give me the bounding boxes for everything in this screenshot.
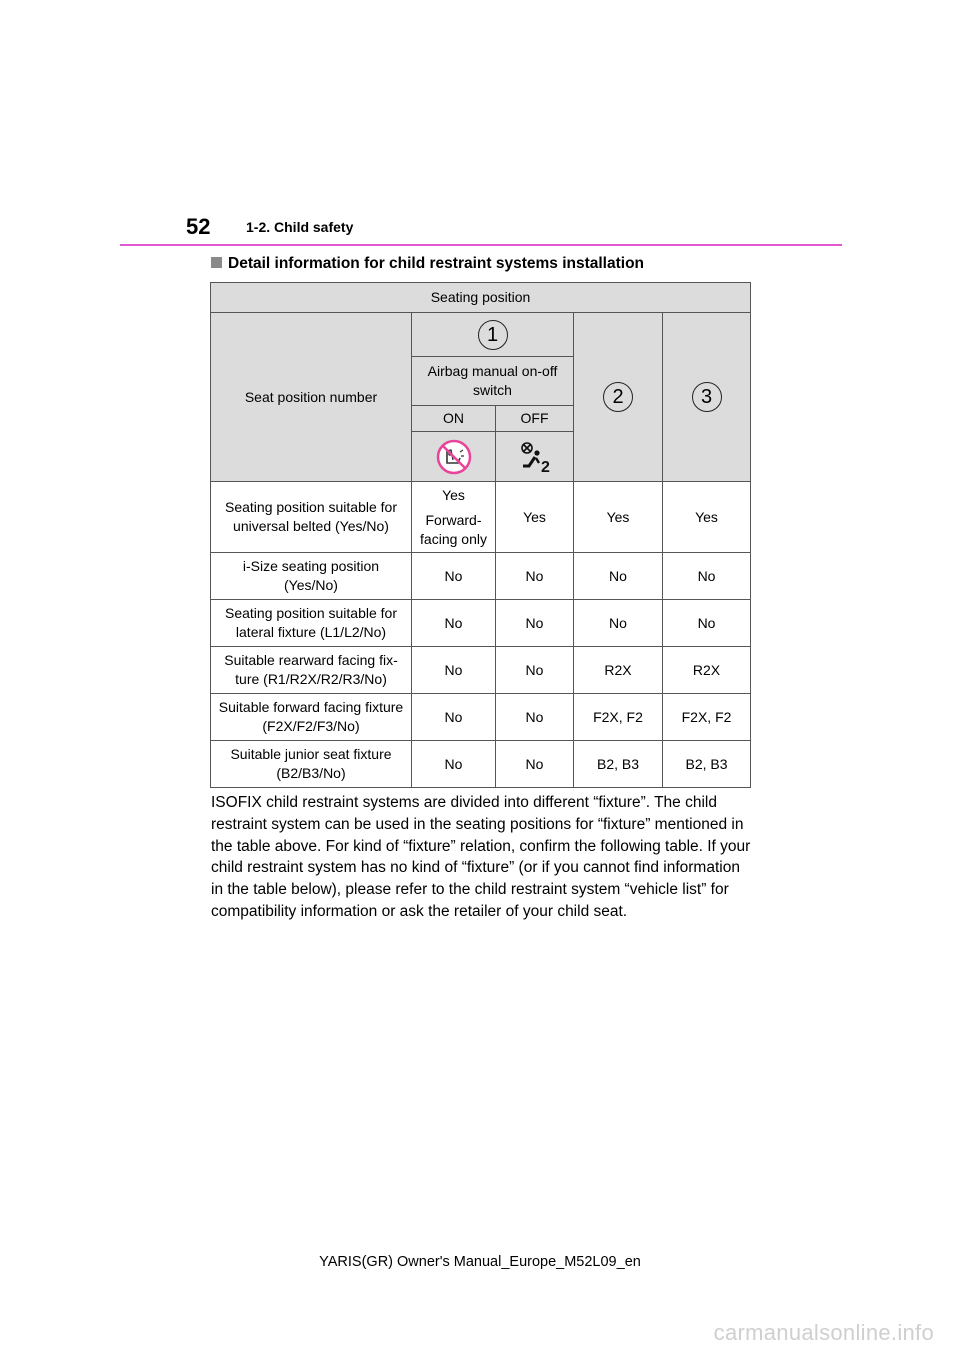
row-position-3-value: B2, B3 <box>663 741 751 788</box>
row-position-2-value: Yes <box>574 482 663 553</box>
table-row <box>211 741 751 788</box>
row-position-2-value: R2X <box>574 647 663 694</box>
seat-number-1: 1 <box>478 320 508 350</box>
row-airbag-on-value <box>412 482 496 553</box>
seat-number-3: 3 <box>692 382 722 412</box>
row-airbag-off-value: No <box>496 647 574 694</box>
row-airbag-off-value: No <box>496 600 574 647</box>
seat-2-header <box>574 313 663 482</box>
row-airbag-on-value: No <box>412 741 496 788</box>
rearward-facing-child-seat-prohibited-icon <box>436 439 472 475</box>
row-position-3-value: No <box>663 553 751 600</box>
seat-1-header <box>412 313 574 357</box>
row-airbag-on-value: No <box>412 553 496 600</box>
row-airbag-on-value: No <box>412 647 496 694</box>
seat-position-number-label: Seat position number <box>211 313 412 482</box>
row-position-2-value: No <box>574 553 663 600</box>
table-row <box>211 600 751 647</box>
svg-text:2: 2 <box>540 458 550 475</box>
seating-table <box>210 282 751 788</box>
airbag-on-label: ON <box>412 406 496 432</box>
square-bullet-icon <box>211 257 222 268</box>
row-position-2-value: B2, B3 <box>574 741 663 788</box>
row-airbag-off-value: Yes <box>496 482 574 553</box>
watermark: carmanualsonline.info <box>713 1320 934 1345</box>
row-airbag-on-value: No <box>412 694 496 741</box>
airbag-off-symbol <box>496 432 574 482</box>
page-number: 52 <box>186 214 211 239</box>
row-label: Suitable forward facing fixture (F2X/F2/F3/No) <box>211 694 412 741</box>
table-row <box>211 553 751 600</box>
manual-footer: YARIS(GR) Owner's Manual_Europe_M52L09_en <box>319 1254 641 1270</box>
rear-seat-airbag-switch-icon <box>515 439 555 475</box>
seating-position-header: Seating position <box>211 283 751 313</box>
row-airbag-on-note: Forward-facing only <box>420 511 487 547</box>
row-airbag-off-value: No <box>496 741 574 788</box>
row-position-3-value: No <box>663 600 751 647</box>
isofix-explanation: ISOFIX child restraint systems are divided into different “fixture”. The child restraint system can be used in the seating positions for “fixture” mentioned in the table above. For kind of “fixture” relation, confirm the following table. If your child restraint system has no kind of “fixture” (or if you cannot find information in the table below), please refer to the child restraint system “vehicle list” for compatibility information or ask the retailer of your child seat. <box>211 794 751 920</box>
row-airbag-off-value: No <box>496 553 574 600</box>
airbag-switch-label: Airbag manual on-off switch <box>412 357 574 406</box>
subheading-text: Detail information for child restraint systems installation <box>228 255 645 272</box>
row-airbag-off-value: No <box>496 694 574 741</box>
row-position-2-value: F2X, F2 <box>574 694 663 741</box>
row-position-3-value: F2X, F2 <box>663 694 751 741</box>
row-airbag-on-value: No <box>412 600 496 647</box>
section-title: 1-2. Child safety <box>246 219 354 235</box>
airbag-off-label: OFF <box>496 406 574 432</box>
header-divider <box>120 244 842 246</box>
airbag-on-symbol <box>412 432 496 482</box>
row-label: Suitable junior seat fixture (B2/B3/No) <box>211 741 412 788</box>
row-position-3-value: Yes <box>663 482 751 553</box>
row-label: Seating position suitable for universal belted (Yes/No) <box>211 482 412 553</box>
row-position-3-value: R2X <box>663 647 751 694</box>
seat-3-header <box>663 313 751 482</box>
row-position-2-value: No <box>574 600 663 647</box>
table-row <box>211 482 751 553</box>
row-label: Seating position suitable for lateral fixture (L1/L2/No) <box>211 600 412 647</box>
row-airbag-on-yes: Yes <box>442 486 465 503</box>
table-row <box>211 647 751 694</box>
subheading <box>211 255 644 273</box>
row-label: Suitable rearward facing fix-ture (R1/R2X/R2/R3/No) <box>211 647 412 694</box>
row-label: i-Size seating position (Yes/No) <box>211 553 412 600</box>
seat-number-2: 2 <box>603 382 633 412</box>
table-row <box>211 694 751 741</box>
